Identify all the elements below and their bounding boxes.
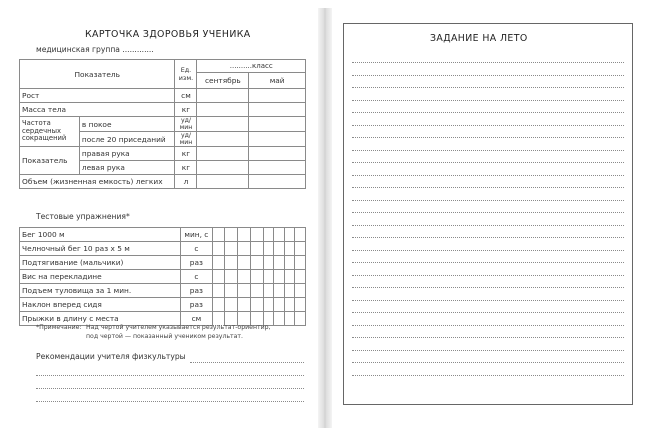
recommendations-line[interactable] — [190, 362, 304, 363]
tests-table — [19, 227, 306, 326]
test-result-cell[interactable] — [263, 228, 274, 242]
test-result-cell[interactable] — [274, 242, 285, 256]
after-squats-unit: уд/мин — [175, 132, 197, 147]
indicator-header: Показатель — [20, 60, 175, 89]
test-name: Прыжки в длину с места — [20, 312, 181, 326]
grip-indicator-label: Показатель — [20, 147, 80, 175]
test-result-cell[interactable] — [212, 284, 225, 298]
test-result-cell[interactable] — [238, 270, 251, 284]
test-row — [20, 284, 306, 298]
september-header: сентябрь — [197, 72, 249, 88]
test-unit: с — [181, 242, 213, 256]
lung-volume-label: Объем (жизненная емкость) легких — [20, 175, 175, 189]
lung-volume-may-cell[interactable] — [249, 175, 306, 189]
summer-task-title: ЗАДАНИЕ НА ЛЕТО — [430, 33, 528, 44]
test-result-cell[interactable] — [212, 298, 225, 312]
test-result-cell[interactable] — [225, 228, 238, 242]
test-result-cell[interactable] — [263, 270, 274, 284]
writing-line[interactable] — [352, 325, 624, 326]
left-hand-september-cell[interactable] — [197, 161, 249, 175]
test-row — [20, 298, 306, 312]
left-hand-may-cell[interactable] — [249, 161, 306, 175]
recommendations-line[interactable] — [36, 388, 304, 389]
health-table — [19, 59, 306, 189]
writing-line[interactable] — [352, 300, 624, 301]
test-result-cell[interactable] — [238, 242, 251, 256]
test-result-cell[interactable] — [295, 242, 306, 256]
table-row — [20, 175, 306, 189]
right-hand-may-cell[interactable] — [249, 147, 306, 161]
at-rest-september-cell[interactable] — [197, 117, 249, 132]
test-result-cell[interactable] — [295, 284, 306, 298]
writing-line[interactable] — [352, 350, 624, 351]
test-result-cell[interactable] — [212, 242, 225, 256]
height-may-cell[interactable] — [249, 89, 306, 103]
table-row — [20, 117, 306, 132]
table-row — [20, 147, 306, 161]
height-september-cell[interactable] — [197, 89, 249, 103]
test-result-cell[interactable] — [225, 242, 238, 256]
table-row — [20, 89, 306, 103]
note-label: *Примечание: — [36, 324, 82, 331]
lung-volume-september-cell[interactable] — [197, 175, 249, 189]
writing-line[interactable] — [352, 250, 624, 251]
test-result-cell[interactable] — [274, 312, 285, 326]
test-result-cell[interactable] — [295, 256, 306, 270]
test-unit: с — [181, 270, 213, 284]
right-hand-september-cell[interactable] — [197, 147, 249, 161]
writing-line[interactable] — [352, 337, 624, 338]
at-rest-unit: уд/мин — [175, 117, 197, 132]
test-row — [20, 228, 306, 242]
lung-volume-unit: л — [175, 175, 197, 189]
test-name: Челночный бег 10 раз х 5 м — [20, 242, 181, 256]
test-result-cell[interactable] — [295, 228, 306, 242]
left-hand-label: левая рука — [79, 161, 175, 175]
test-result-cell[interactable] — [295, 312, 306, 326]
left-hand-unit: кг — [175, 161, 197, 175]
right-hand-unit: кг — [175, 147, 197, 161]
test-result-cell[interactable] — [263, 256, 274, 270]
writing-line[interactable] — [352, 112, 624, 113]
right-hand-label: правая рука — [79, 147, 175, 161]
test-result-cell[interactable] — [274, 284, 285, 298]
weight-may-cell[interactable] — [249, 103, 306, 117]
test-result-cell[interactable] — [225, 256, 238, 270]
table-row — [20, 103, 306, 117]
test-result-cell[interactable] — [212, 256, 225, 270]
writing-line[interactable] — [352, 225, 624, 226]
test-result-cell[interactable] — [250, 256, 263, 270]
test-result-cell[interactable] — [250, 270, 263, 284]
writing-line[interactable] — [352, 375, 624, 376]
writing-line[interactable] — [352, 287, 624, 288]
test-result-cell[interactable] — [295, 298, 306, 312]
note-line-2: под чертой — показанный учеником результат. — [86, 333, 244, 340]
test-result-cell[interactable] — [250, 228, 263, 242]
unit-header-line1: Ед. — [180, 66, 192, 74]
test-result-cell[interactable] — [212, 228, 225, 242]
test-unit: раз — [181, 284, 213, 298]
heart-rate-label: Частота сердечных сокращений — [20, 117, 80, 147]
test-result-cell[interactable] — [284, 284, 295, 298]
writing-line[interactable] — [352, 275, 624, 276]
test-name: Подтягивание (мальчики) — [20, 256, 181, 270]
writing-line[interactable] — [352, 62, 624, 63]
after-squats-may-cell[interactable] — [249, 132, 306, 147]
at-rest-may-cell[interactable] — [249, 117, 306, 132]
medical-group-label: медицинская группа ............. — [36, 45, 154, 54]
writing-line[interactable] — [352, 212, 624, 213]
height-unit: см — [175, 89, 197, 103]
test-result-cell[interactable] — [274, 270, 285, 284]
recommendations-line[interactable] — [36, 375, 304, 376]
writing-line[interactable] — [352, 362, 624, 363]
test-result-cell[interactable] — [225, 270, 238, 284]
test-result-cell[interactable] — [212, 270, 225, 284]
table-header-row — [20, 60, 306, 73]
test-result-cell[interactable] — [225, 298, 238, 312]
test-result-cell[interactable] — [238, 284, 251, 298]
writing-line[interactable] — [352, 150, 624, 151]
test-result-cell[interactable] — [263, 298, 274, 312]
test-result-cell[interactable] — [263, 284, 274, 298]
test-row — [20, 242, 306, 256]
test-result-cell[interactable] — [225, 284, 238, 298]
test-result-cell[interactable] — [274, 228, 285, 242]
unit-header — [175, 60, 197, 89]
writing-line[interactable] — [352, 125, 624, 126]
test-result-cell[interactable] — [295, 270, 306, 284]
writing-line[interactable] — [352, 312, 624, 313]
may-header: май — [249, 72, 306, 88]
writing-line[interactable] — [352, 87, 624, 88]
test-result-cell[interactable] — [250, 298, 263, 312]
test-row — [20, 256, 306, 270]
test-unit: см — [181, 312, 213, 326]
recommendations-line[interactable] — [36, 401, 304, 402]
test-result-cell[interactable] — [284, 270, 295, 284]
test-name: Наклон вперед сидя — [20, 298, 181, 312]
test-result-cell[interactable] — [250, 242, 263, 256]
test-result-cell[interactable] — [284, 228, 295, 242]
weight-label: Масса тела — [20, 103, 175, 117]
weight-unit: кг — [175, 103, 197, 117]
test-result-cell[interactable] — [274, 298, 285, 312]
test-name: Подъем туловища за 1 мин. — [20, 284, 181, 298]
test-unit: раз — [181, 298, 213, 312]
weight-september-cell[interactable] — [197, 103, 249, 117]
test-result-cell[interactable] — [263, 242, 274, 256]
after-squats-september-cell[interactable] — [197, 132, 249, 147]
writing-line[interactable] — [352, 100, 624, 101]
test-unit: мин, с — [181, 228, 213, 242]
writing-line[interactable] — [352, 200, 624, 201]
writing-line[interactable] — [352, 175, 624, 176]
test-name: Вис на перекладине — [20, 270, 181, 284]
writing-line[interactable] — [352, 75, 624, 76]
unit-header-line2: изм. — [178, 74, 194, 82]
test-unit: раз — [181, 256, 213, 270]
test-result-cell[interactable] — [250, 284, 263, 298]
test-result-cell[interactable] — [238, 256, 251, 270]
class-header: ..........класс — [197, 60, 306, 73]
test-result-cell[interactable] — [238, 298, 251, 312]
writing-line[interactable] — [352, 187, 624, 188]
writing-line[interactable] — [352, 137, 624, 138]
after-squats-label: после 20 приседаний — [79, 132, 175, 147]
writing-line[interactable] — [352, 262, 624, 263]
test-result-cell[interactable] — [284, 298, 295, 312]
test-result-cell[interactable] — [284, 256, 295, 270]
recommendations-label: Рекомендации учителя физкультуры — [36, 352, 186, 361]
height-label: Рост — [20, 89, 175, 103]
writing-line[interactable] — [352, 237, 624, 238]
test-result-cell[interactable] — [284, 312, 295, 326]
test-result-cell[interactable] — [284, 242, 295, 256]
note-line-1: Над чертой учителем указывается результат-ориентир, — [86, 324, 271, 331]
test-name: Бег 1000 м — [20, 228, 181, 242]
notebook-spine — [318, 8, 332, 428]
tests-title: Тестовые упражнения* — [36, 212, 130, 221]
summer-task-frame — [343, 23, 633, 405]
at-rest-label: в покое — [79, 117, 175, 132]
writing-line[interactable] — [352, 162, 624, 163]
test-result-cell[interactable] — [238, 228, 251, 242]
health-card-title: КАРТОЧКА ЗДОРОВЬЯ УЧЕНИКА — [85, 29, 251, 40]
test-row — [20, 270, 306, 284]
test-result-cell[interactable] — [274, 256, 285, 270]
